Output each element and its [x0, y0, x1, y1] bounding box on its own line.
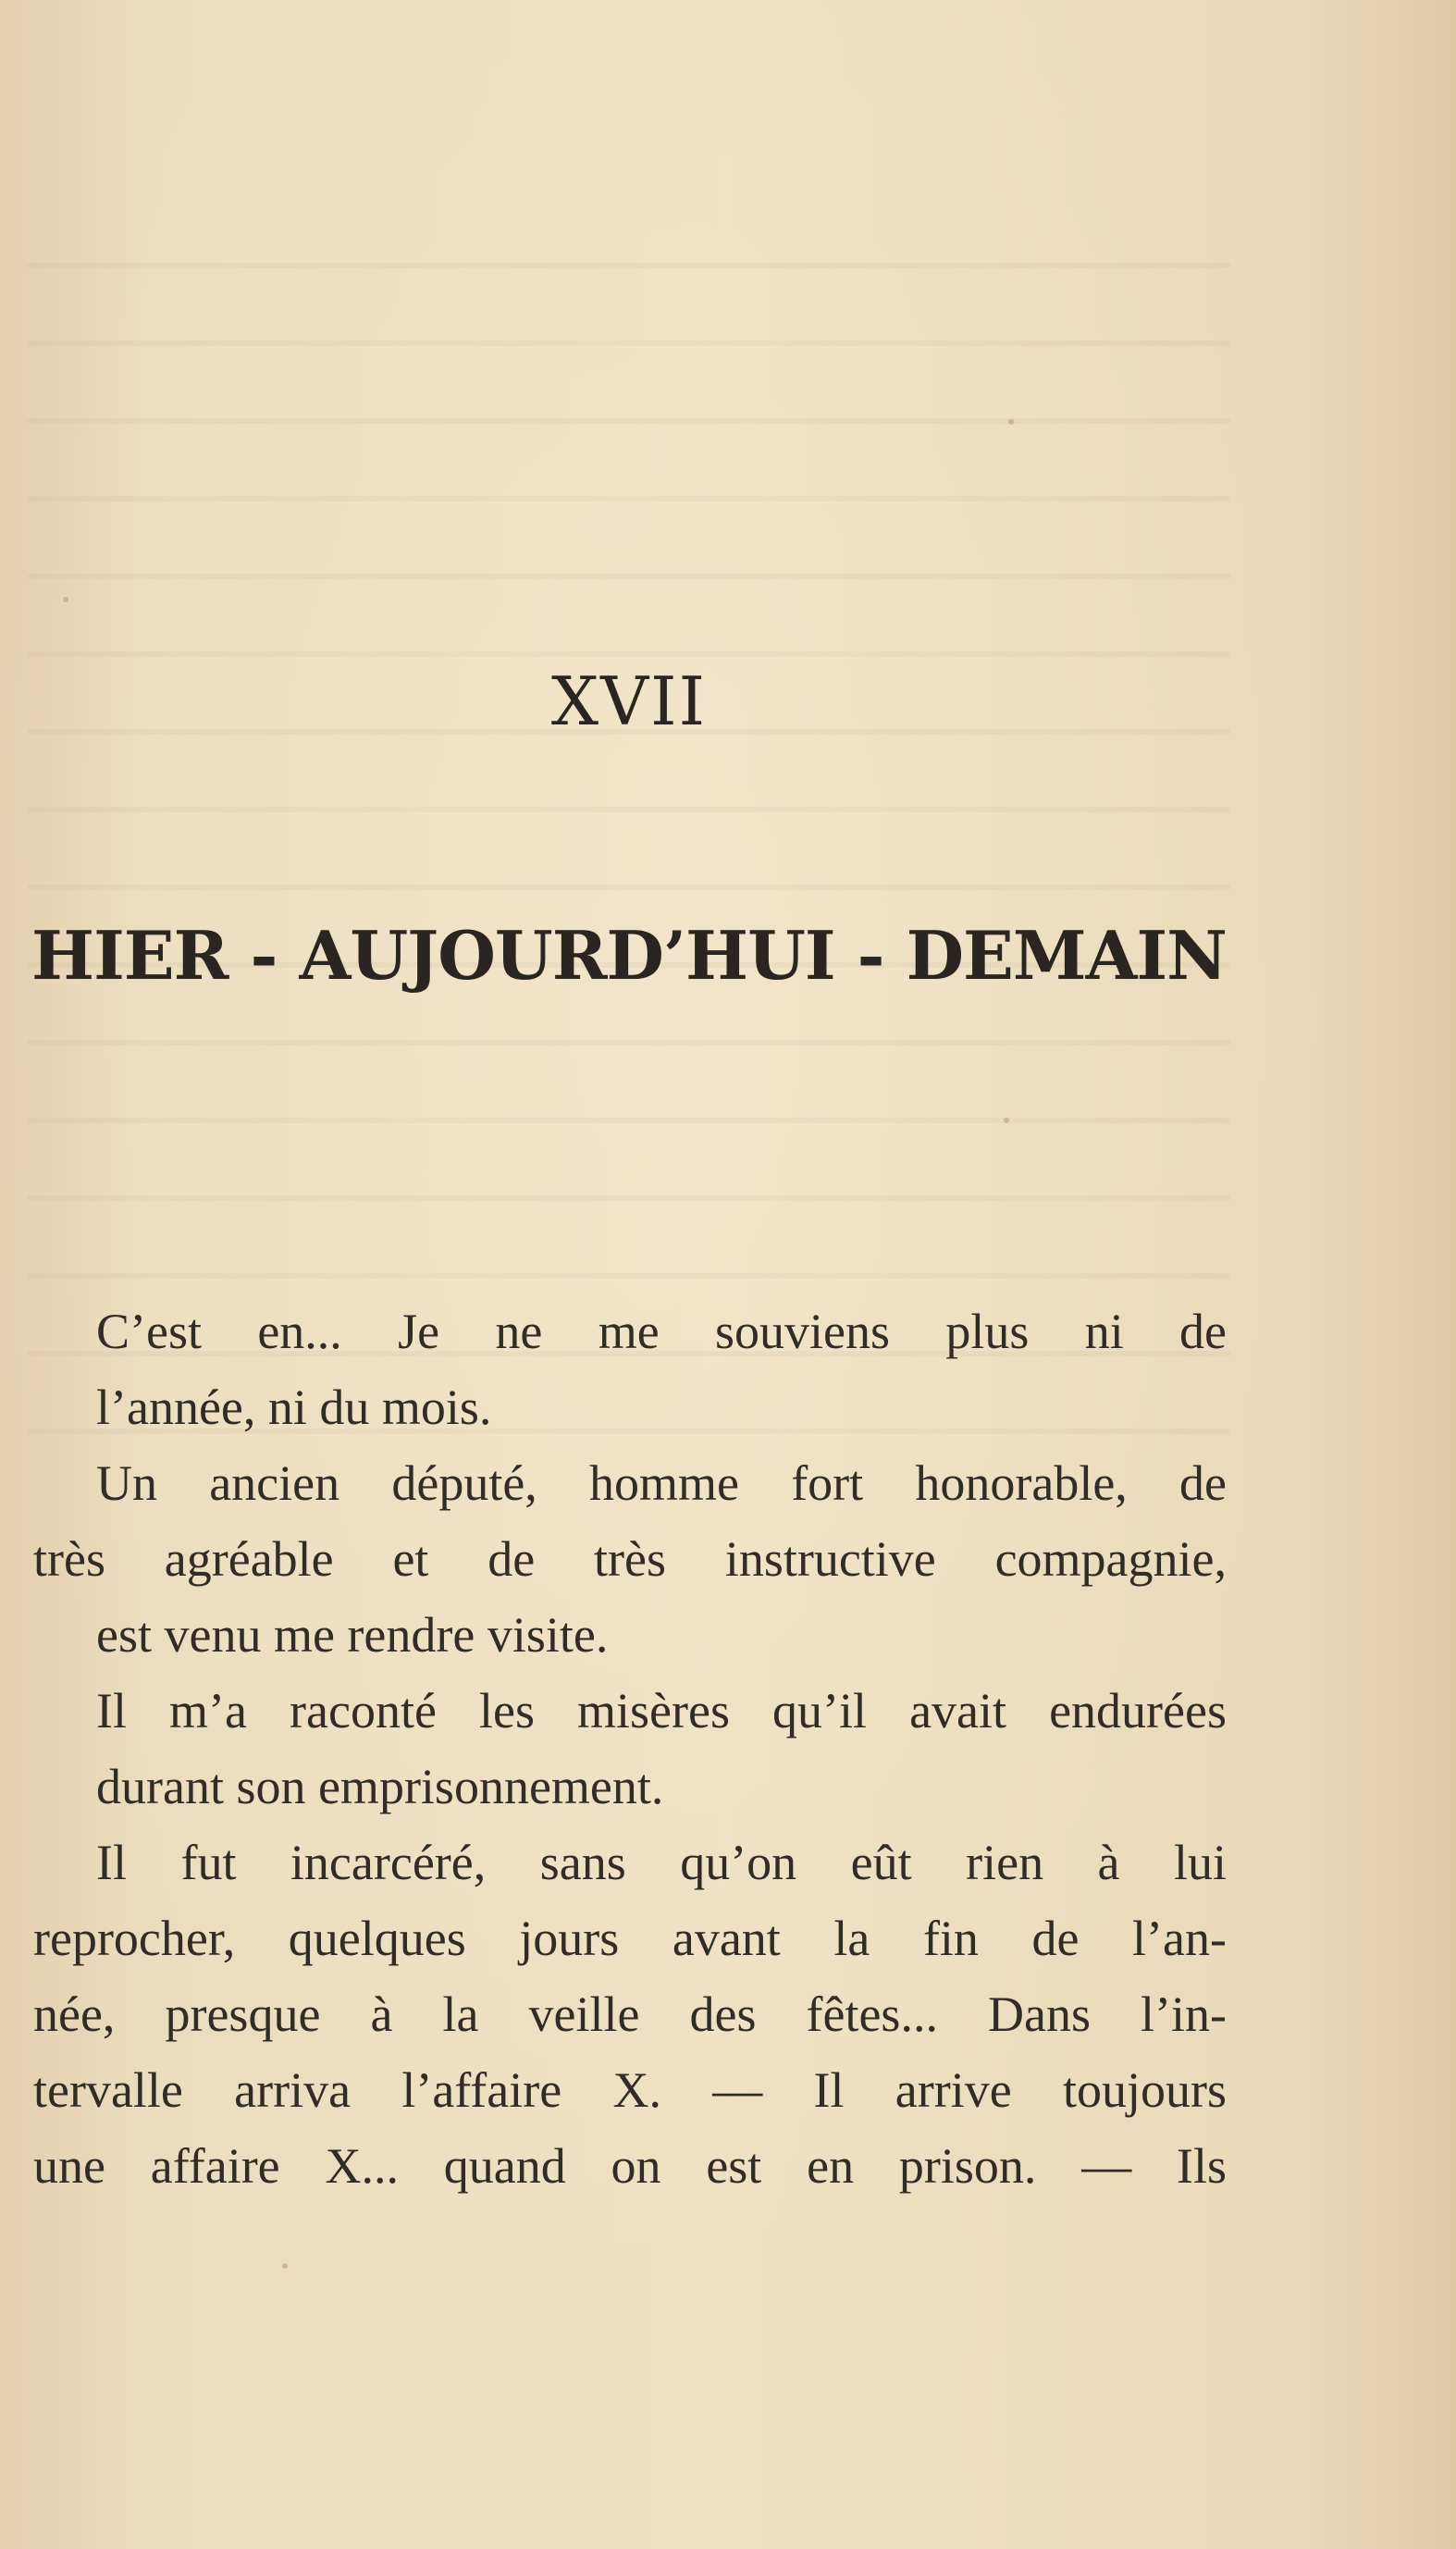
text-line: très agréable et de très instructive compagnie, [33, 1531, 1227, 1587]
text-line: une affaire X... quand on est en prison. — Ils [33, 2138, 1227, 2194]
text-line: l’année, ni du mois. [96, 1380, 492, 1435]
paragraph [33, 1825, 1227, 2204]
text-line: née, presque à la veille des fêtes... Dans l’in- [33, 1986, 1227, 2042]
text-line: C’est en... Je ne me souviens plus ni de [96, 1304, 1227, 1359]
paper-spot [1004, 1118, 1009, 1123]
text-line: Il m’a raconté les misères qu’il avait endurées [96, 1683, 1227, 1739]
text-line: Un ancien député, homme fort honorable, de [96, 1455, 1227, 1511]
show-through-text [28, 231, 1230, 1434]
paragraph [33, 1673, 1227, 1825]
chapter-number: XVII [550, 662, 708, 740]
chapter-title: HIER - AUJOURD’HUI - DEMAIN [31, 916, 1227, 995]
text-line: durant son emprisonnement. [96, 1759, 664, 1814]
text-line: reprocher, quelques jours avant la fin de l’an- [33, 1911, 1227, 1966]
paper-spot [1008, 419, 1014, 425]
paragraph [33, 1293, 1227, 1445]
paper-spot [282, 2263, 288, 2269]
paragraph [33, 1445, 1227, 1673]
body-text [33, 1293, 1227, 2204]
text-line: est venu me rendre visite. [96, 1607, 609, 1663]
text-line: tervalle arriva l’affaire X. — Il arrive toujours [33, 2062, 1227, 2118]
paper-spot [63, 597, 68, 602]
text-line: Il fut incarcéré, sans qu’on eût rien à lui [96, 1835, 1227, 1890]
